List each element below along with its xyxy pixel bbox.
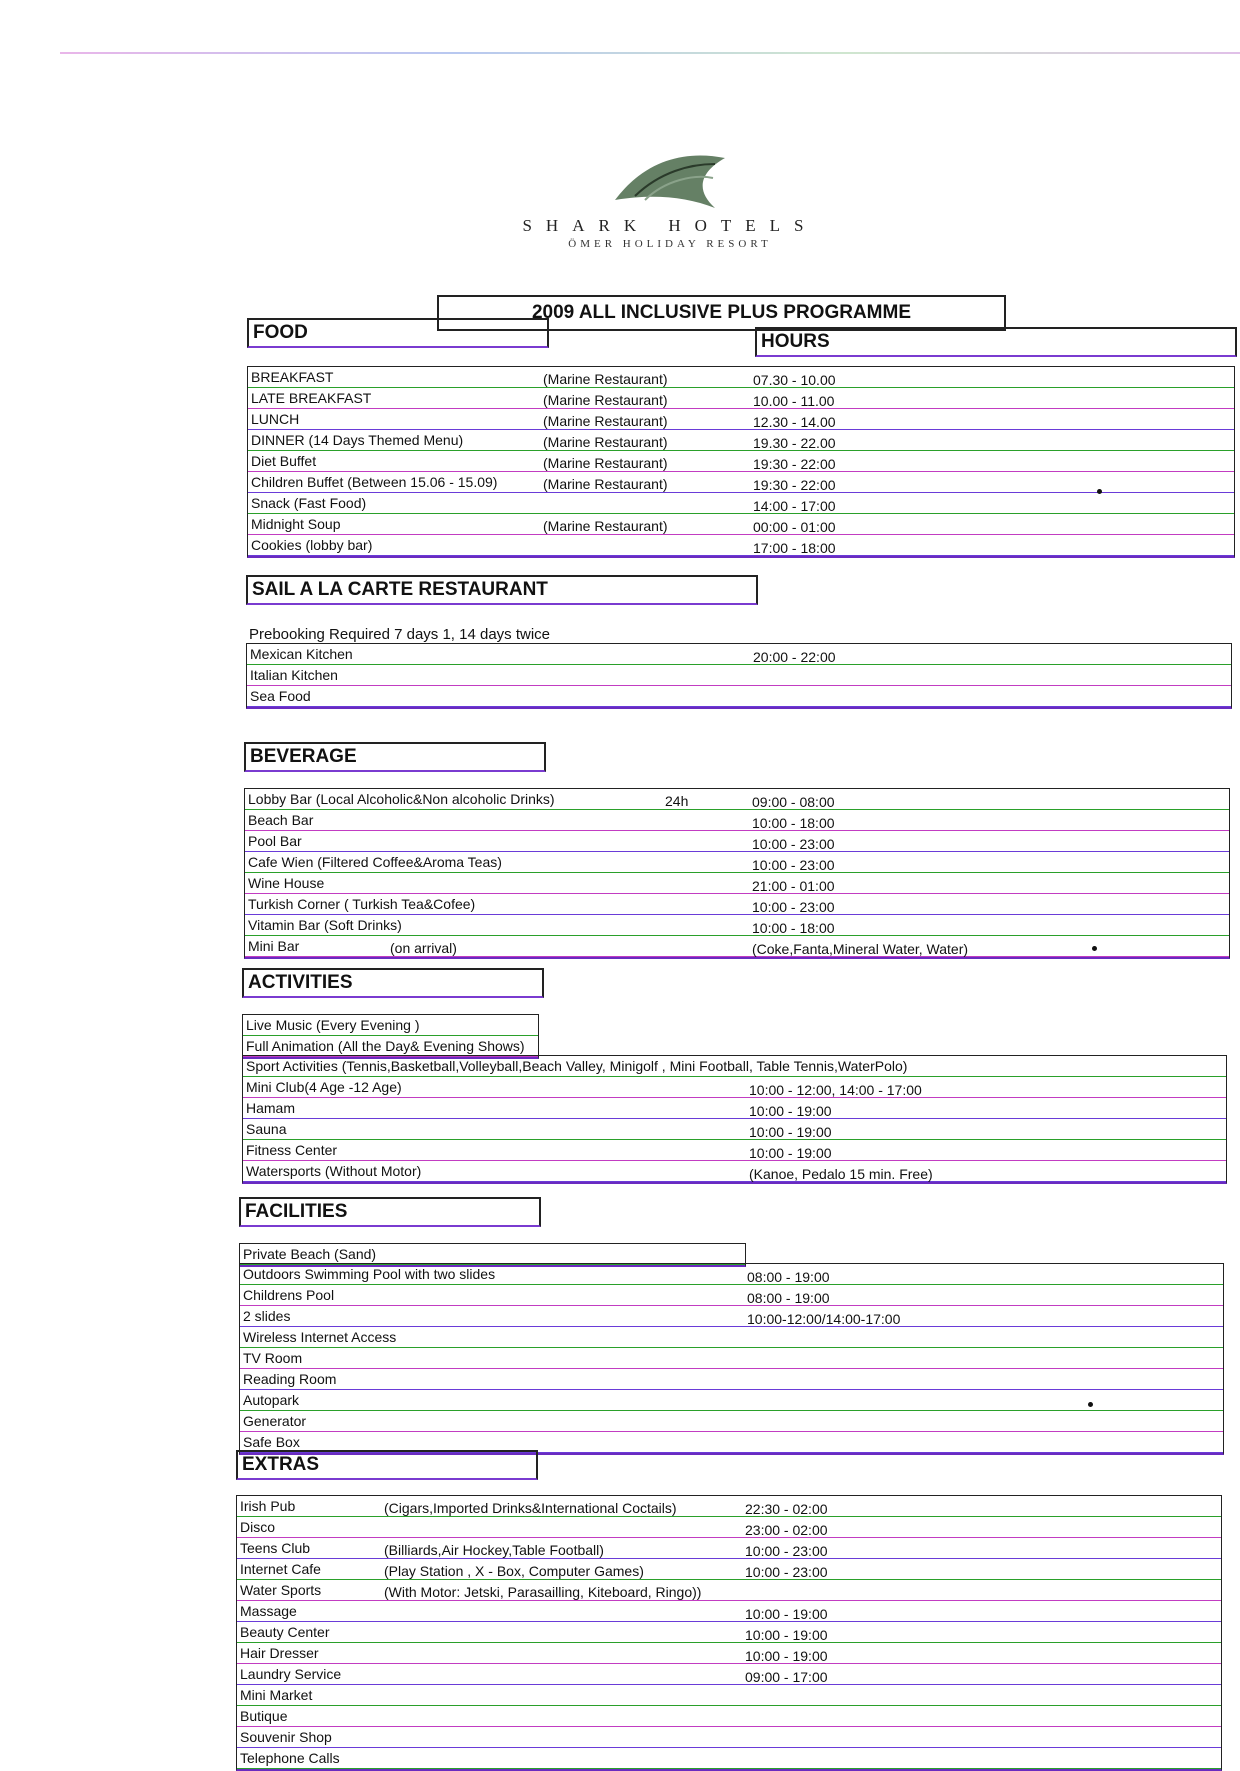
food-item-hours: 19.30 - 22.00 xyxy=(753,435,836,451)
alacarte-item-name: Mexican Kitchen xyxy=(250,646,353,662)
beverage-row xyxy=(245,831,1229,852)
extra-name: Mini Market xyxy=(240,1687,313,1703)
food-row xyxy=(248,451,1234,472)
extra-name: Butique xyxy=(240,1708,288,1724)
facility-hours: 10:00-12:00/14:00-17:00 xyxy=(747,1311,901,1327)
beverage-item-hours: 10:00 - 23:00 xyxy=(752,899,835,915)
extra-row xyxy=(237,1601,1221,1622)
extra-row xyxy=(237,1664,1221,1685)
food-item-location: (Marine Restaurant) xyxy=(543,455,668,471)
beverage-item-hours: 10:00 - 23:00 xyxy=(752,857,835,873)
food-item-location: (Marine Restaurant) xyxy=(543,518,668,534)
beverage-row xyxy=(245,789,1229,810)
food-row xyxy=(248,409,1234,430)
facility-name: Autopark xyxy=(243,1392,300,1408)
food-item-location: (Marine Restaurant) xyxy=(543,392,668,408)
beverage-item-name: Lobby Bar (Local Alcoholic&Non alcoholic Drinks) xyxy=(248,791,555,807)
extra-name: Water Sports xyxy=(240,1582,322,1598)
extra-row xyxy=(237,1496,1221,1517)
scan-speck xyxy=(1097,489,1102,494)
extra-name: Souvenir Shop xyxy=(240,1729,332,1745)
beverage-row xyxy=(245,894,1229,915)
extra-name: Beauty Center xyxy=(240,1624,330,1640)
extra-hours: 23:00 - 02:00 xyxy=(745,1522,828,1538)
facility-row xyxy=(240,1306,1223,1327)
extra-detail: (Billiards,Air Hockey,Table Football) xyxy=(384,1542,604,1558)
beverage-item-name: Cafe Wien (Filtered Coffee&Aroma Teas) xyxy=(248,854,502,870)
food-item-hours: 00:00 - 01:00 xyxy=(753,519,836,535)
extra-detail: (With Motor: Jetski, Parasailling, Kiteboard, Ringo)) xyxy=(384,1584,702,1600)
extra-row xyxy=(237,1685,1221,1706)
extra-hours: 10:00 - 19:00 xyxy=(745,1648,828,1664)
extra-row xyxy=(237,1559,1221,1580)
food-item-name: DINNER (14 Days Themed Menu) xyxy=(251,432,464,448)
extra-row xyxy=(237,1580,1221,1601)
extra-row xyxy=(237,1622,1221,1643)
food-table xyxy=(247,366,1235,558)
food-item-location: (Marine Restaurant) xyxy=(543,413,668,429)
alacarte-item-name: Sea Food xyxy=(250,688,311,704)
alacarte-item-name: Italian Kitchen xyxy=(250,667,338,683)
scan-top-line xyxy=(60,52,1240,54)
food-item-hours: 10.00 - 11.00 xyxy=(753,393,835,409)
activity-name: Sauna xyxy=(246,1121,287,1137)
extra-row xyxy=(237,1538,1221,1559)
facility-row xyxy=(240,1264,1223,1285)
food-row xyxy=(248,493,1234,514)
food-item-name: Diet Buffet xyxy=(251,453,317,469)
food-item-location: (Marine Restaurant) xyxy=(543,371,668,387)
extra-name: Laundry Service xyxy=(240,1666,342,1682)
facility-name: TV Room xyxy=(243,1350,303,1366)
food-item-location: (Marine Restaurant) xyxy=(543,476,668,492)
facilities-table xyxy=(239,1263,1224,1455)
facility-name: Safe Box xyxy=(243,1434,300,1450)
food-row xyxy=(248,514,1234,535)
beverage-row xyxy=(245,810,1229,831)
alacarte-heading: SAIL A LA CARTE RESTAURANT xyxy=(246,575,758,605)
extra-name: Teens Club xyxy=(240,1540,311,1556)
activity-name: Sport Activities (Tennis,Basketball,Volleyball,Beach Valley, Minigolf , Mini Football, Table Tennis,WaterPolo) xyxy=(246,1058,908,1074)
food-item-name: Snack (Fast Food) xyxy=(251,495,367,511)
activity-row xyxy=(243,1140,1226,1161)
extra-row xyxy=(237,1706,1221,1727)
facility-name: Outdoors Swimming Pool with two slides xyxy=(243,1266,496,1282)
beverage-item-hours: 21:00 - 01:00 xyxy=(752,878,835,894)
scan-speck xyxy=(1088,1402,1093,1407)
extras-table xyxy=(236,1495,1222,1771)
activity-hours: (Kanoe, Pedalo 15 min. Free) xyxy=(749,1166,933,1182)
facility-boxed-name: Private Beach (Sand) xyxy=(243,1246,377,1262)
food-item-name: LATE BREAKFAST xyxy=(251,390,372,406)
beverage-heading: BEVERAGE xyxy=(244,742,546,772)
facility-name: Childrens Pool xyxy=(243,1287,335,1303)
beverage-item-hours: (Coke,Fanta,Mineral Water, Water) xyxy=(752,941,969,957)
food-row xyxy=(248,367,1234,388)
programme-title: 2009 ALL INCLUSIVE PLUS PROGRAMME xyxy=(437,295,1006,331)
beverage-row xyxy=(245,936,1229,957)
food-row xyxy=(248,535,1234,556)
food-heading: FOOD xyxy=(247,318,549,348)
food-row xyxy=(248,388,1234,409)
extra-name: Hair Dresser xyxy=(240,1645,319,1661)
food-item-name: Cookies (lobby bar) xyxy=(251,537,373,553)
extra-detail: (Cigars,Imported Drinks&International Coctails) xyxy=(384,1500,677,1516)
activities-boxed-item: Full Animation (All the Day& Evening Shows) xyxy=(246,1038,525,1054)
facility-row xyxy=(240,1369,1223,1390)
facility-name: 2 slides xyxy=(243,1308,291,1324)
hours-heading: HOURS xyxy=(755,327,1237,357)
facility-row xyxy=(240,1348,1223,1369)
alacarte-table xyxy=(246,643,1232,709)
beverage-row xyxy=(245,915,1229,936)
food-item-hours: 12.30 - 14.00 xyxy=(753,414,836,430)
beverage-item-note: (on arrival) xyxy=(390,940,457,956)
activities-heading: ACTIVITIES xyxy=(242,968,544,998)
brand-subtitle: ÖMER HOLIDAY RESORT xyxy=(568,238,772,250)
alacarte-prebooking-note: Prebooking Required 7 days 1, 14 days twice xyxy=(249,626,551,643)
beverage-item-hours: 09:00 - 08:00 xyxy=(752,794,835,810)
activity-row xyxy=(243,1161,1226,1182)
activity-row xyxy=(243,1056,1226,1077)
activity-name: Fitness Center xyxy=(246,1142,338,1158)
extra-hours: 09:00 - 17:00 xyxy=(745,1669,828,1685)
extra-name: Telephone Calls xyxy=(240,1750,340,1766)
beverage-item-name: Wine House xyxy=(248,875,325,891)
alacarte-row xyxy=(247,686,1231,707)
facility-name: Wireless Internet Access xyxy=(243,1329,397,1345)
extra-hours: 10:00 - 23:00 xyxy=(745,1543,828,1559)
beverage-table xyxy=(244,788,1230,959)
activity-name: Mini Club(4 Age -12 Age) xyxy=(246,1079,402,1095)
food-item-hours: 07.30 - 10.00 xyxy=(753,372,836,388)
alacarte-row xyxy=(247,665,1231,686)
beverage-row xyxy=(245,873,1229,894)
facility-row xyxy=(240,1390,1223,1411)
food-item-name: LUNCH xyxy=(251,411,300,427)
facility-row xyxy=(240,1327,1223,1348)
extra-row xyxy=(237,1517,1221,1538)
alacarte-item-hours: 20:00 - 22:00 xyxy=(753,649,836,665)
beverage-item-name: Vitamin Bar (Soft Drinks) xyxy=(248,917,402,933)
hotel-logo xyxy=(520,150,820,270)
extra-hours: 10:00 - 19:00 xyxy=(745,1606,828,1622)
facilities-heading: FACILITIES xyxy=(239,1197,541,1227)
beverage-item-hours: 10:00 - 18:00 xyxy=(752,920,835,936)
extra-name: Disco xyxy=(240,1519,276,1535)
alacarte-row xyxy=(247,644,1231,665)
activities-boxed-item: Live Music (Every Evening ) xyxy=(246,1017,420,1033)
extra-row xyxy=(237,1748,1221,1769)
activity-hours: 10:00 - 19:00 xyxy=(749,1124,832,1140)
facilities-boxed-row xyxy=(240,1244,745,1265)
food-item-name: Children Buffet (Between 15.06 - 15.09) xyxy=(251,474,498,490)
extra-row xyxy=(237,1643,1221,1664)
extra-name: Irish Pub xyxy=(240,1498,296,1514)
facility-hours: 08:00 - 19:00 xyxy=(747,1269,830,1285)
facility-name: Generator xyxy=(243,1413,307,1429)
facility-row xyxy=(240,1411,1223,1432)
extra-hours: 10:00 - 23:00 xyxy=(745,1564,828,1580)
beverage-item-name: Turkish Corner ( Turkish Tea&Cofee) xyxy=(248,896,476,912)
food-item-location: (Marine Restaurant) xyxy=(543,434,668,450)
beverage-item-name: Pool Bar xyxy=(248,833,302,849)
food-item-name: BREAKFAST xyxy=(251,369,334,385)
activities-boxed-row xyxy=(243,1015,538,1036)
activity-name: Hamam xyxy=(246,1100,296,1116)
activity-row xyxy=(243,1098,1226,1119)
extra-name: Massage xyxy=(240,1603,297,1619)
activities-boxed-row xyxy=(243,1036,538,1057)
beverage-item-note: 24h xyxy=(665,793,689,809)
brand-name: SHARK HOTELS xyxy=(522,216,818,235)
beverage-item-name: Mini Bar xyxy=(248,938,300,954)
facility-hours: 08:00 - 19:00 xyxy=(747,1290,830,1306)
extra-name: Internet Cafe xyxy=(240,1561,321,1577)
activity-hours: 10:00 - 19:00 xyxy=(749,1103,832,1119)
beverage-item-hours: 10:00 - 23:00 xyxy=(752,836,835,852)
beverage-row xyxy=(245,852,1229,873)
shark-fin-logo-icon xyxy=(605,150,735,212)
extras-heading: EXTRAS xyxy=(236,1450,538,1480)
extra-row xyxy=(237,1727,1221,1748)
activities-boxed-list xyxy=(242,1014,539,1059)
food-row xyxy=(248,430,1234,451)
extra-detail: (Play Station , X - Box, Computer Games) xyxy=(384,1563,644,1579)
food-item-hours: 17:00 - 18:00 xyxy=(753,540,836,556)
activity-hours: 10:00 - 12:00, 14:00 - 17:00 xyxy=(749,1082,922,1098)
facility-row xyxy=(240,1285,1223,1306)
activity-name: Watersports (Without Motor) xyxy=(246,1163,422,1179)
food-item-hours: 19:30 - 22:00 xyxy=(753,456,836,472)
activity-row xyxy=(243,1077,1226,1098)
beverage-item-hours: 10:00 - 18:00 xyxy=(752,815,835,831)
food-row xyxy=(248,472,1234,493)
food-item-name: Midnight Soup xyxy=(251,516,341,532)
food-item-hours: 19:30 - 22:00 xyxy=(753,477,836,493)
scan-speck xyxy=(1092,946,1097,951)
food-item-hours: 14:00 - 17:00 xyxy=(753,498,836,514)
facility-name: Reading Room xyxy=(243,1371,337,1387)
extra-hours: 22:30 - 02:00 xyxy=(745,1501,828,1517)
activities-table xyxy=(242,1055,1227,1184)
beverage-item-name: Beach Bar xyxy=(248,812,314,828)
activity-row xyxy=(243,1119,1226,1140)
extra-hours: 10:00 - 19:00 xyxy=(745,1627,828,1643)
activity-hours: 10:00 - 19:00 xyxy=(749,1145,832,1161)
